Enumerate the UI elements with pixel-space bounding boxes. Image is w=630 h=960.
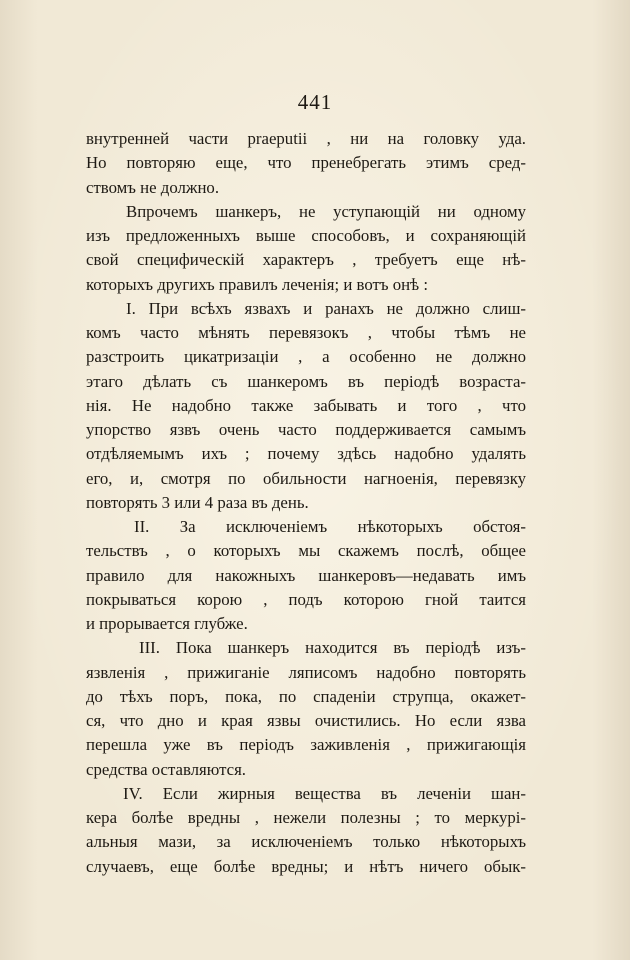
text-line: Впрочемъ шанкеръ, не уступающій ни одному <box>126 201 526 221</box>
text-line: альныя мази, за исключеніемъ только нѣкоторыхъ <box>86 832 526 852</box>
text-line: I. При всѣхъ язвахъ и ранахъ не должно слиш- <box>126 298 526 318</box>
text-line: III. Пока шанкеръ находится въ періодѣ изъ- <box>139 638 526 658</box>
text-line: этаго дѣлать съ шанкеромъ въ періодѣ возраста- <box>86 371 526 391</box>
text-line: кера болѣе вредны , нежели полезны ; то меркурі- <box>86 808 526 827</box>
text-line: средства оставляются. <box>86 759 246 779</box>
text-line: покрываться корою , подъ которою гной таится <box>86 589 526 609</box>
text-line: его, и, смотря по обильности нагноенія, перевязку <box>86 468 526 488</box>
text-line: свой специфическій характеръ , требуетъ еще нѣ- <box>86 250 526 270</box>
text-line: нія. Не надобно также забывать и того , что <box>86 395 526 415</box>
text-line: до тѣхъ поръ, пока, по спаденіи струпца, окажет- <box>86 686 526 706</box>
text-line: изъ предложенныхъ выше способовъ, и сохраняющій <box>86 226 526 245</box>
text-line: которыхъ другихъ правилъ леченія; и вотъ онѣ : <box>86 274 429 294</box>
text-line: ся, что дно и края язвы очистились. Но если язва <box>86 711 526 730</box>
text-line: ствомъ не должно. <box>86 177 220 197</box>
text-line: и прорывается глубже. <box>86 614 248 633</box>
body-text <box>86 127 526 879</box>
text-line: язвленія , прижиганіе ляписомъ надобно повторять <box>86 662 526 682</box>
text-line: комъ часто мѣнять перевязокъ , чтобы тѣмъ не <box>86 323 526 342</box>
text-line: правило для накожныхъ шанкеровъ—недавать имъ <box>86 565 526 585</box>
text-line: отдѣляемымъ ихъ ; почему здѣсь надобно удалять <box>86 444 526 464</box>
text-line: случаевъ, еще болѣе вредны; и нѣтъ ничего обык- <box>86 856 526 876</box>
text-line: перешла уже въ періодъ заживленія , прижигающія <box>86 735 526 755</box>
text-line: внутренней части praeputii , ни на головку уда. <box>86 129 526 148</box>
text-line: IV. Если жирныя вещества въ леченіи шан- <box>123 783 526 803</box>
text-line: Но повторяю еще, что пренебрегать этимъ сред- <box>86 153 526 173</box>
text-line: повторять 3 или 4 раза въ день. <box>86 492 309 512</box>
text-line: упорство язвъ очень часто поддерживается самымъ <box>86 420 526 439</box>
page-number: 441 <box>297 90 333 114</box>
text-line: II. За исключеніемъ нѣкоторыхъ обстоя- <box>134 517 526 536</box>
text-line: разстроить цикатризаціи , а особенно не должно <box>86 347 526 367</box>
text-line: тельствъ , о которыхъ мы скажемъ послѣ, общее <box>86 541 526 561</box>
